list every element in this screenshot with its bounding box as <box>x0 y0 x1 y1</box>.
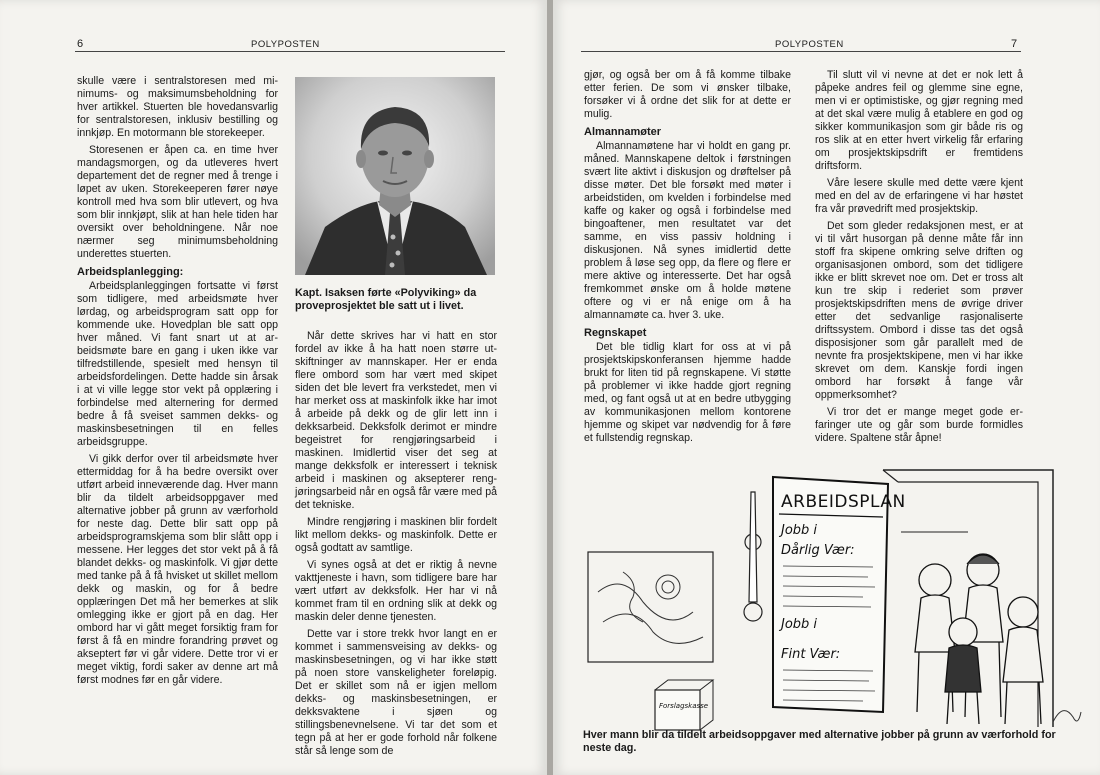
left-column-1 <box>77 75 278 687</box>
section-heading: Regnskapet <box>584 327 647 339</box>
artist-signature <box>1053 711 1081 722</box>
work-plan-cartoon <box>583 462 1083 732</box>
board-line: Fint Vær: <box>781 647 841 662</box>
paragraph: Vi gikk derfor over til arbeidsmøte hver ettermiddag for å ha bedre oversikt over utført arbeid inneværende dag. Hver mann blir da tildelt arbeidsoppgaver med alternative jobber på grunn av værforhold for neste dag. Dette blir satt opp på arbeidsprogramskjema som blir slått opp i messene. Her legges det stor vekt på å få blandet dekks- og maskinfolk. Vi gjør dette med tanke på å få hvisket ut skillet mellom dekk og maskin, og for å bedre opplæringen Det må her bemerkes at slik omlegging ikke er gjort på en dag. Her ombord har vi gått meget forsiktig fram for først å få en mindre forandring prøvet og akseptert før vi går videre. Dette tror vi er meget viktig, fordi saker av denne art må først modnes før en går videre. <box>77 453 278 686</box>
right-column-1 <box>584 69 791 445</box>
photo-caption: Kapt. Isaksen førte «Polyviking» da proveprosjektet ble satt ut i livet. <box>295 287 477 312</box>
section-heading: Almannamøter <box>584 126 662 138</box>
paragraph: Almannamøtene har vi holdt en gang pr. måned. Mannskapene deltok i førstningen svært lite aktivt i diskusjon og drøftelser på disse møter. Det ble forsøkt med møter i arbeidstiden, om kvelden i forbindelse med kaffe og kaker og også i forbindelse med bingoaftener, men resultatet var det samme, en viss passiv holdning i diskusjonen. Nå synes imidlertid dette problem å løse seg opp, da flere og flere er mere aktive og interesserte. Det har også fremkommet ønske om å holde møtene oftere og vi er nå enige om å ha almannamøte ca. hver 3. uke. <box>584 140 791 321</box>
section-heading: Arbeidsplanlegging: <box>77 266 184 278</box>
paragraph: Storesenen er åpen ca. en time hver mandagsmorgen, og da utleveres hvert departement det de regner med å trenge i løpet av uken. Storekeeperen fører nøye kontroll med hva som blir utlevert, og hva som blir innkjøpt, slik at han hele tiden har oversikt over beholdningene. Når noe nærmer seg minimumsbeholdning underettes stuerten. <box>77 144 278 260</box>
publication-header: POLYPOSTEN <box>251 39 320 50</box>
captain-portrait-photo <box>295 77 495 275</box>
suggestion-box-label: Forslagskasse <box>659 702 709 710</box>
header-rule <box>581 51 1021 52</box>
header-rule <box>75 51 505 52</box>
paragraph: Vi tror det er mange meget gode erfaringer ute og går som burde formidles videre. Spaltene står åpne! <box>815 406 1023 444</box>
board-line: Jobb i <box>781 617 818 632</box>
left-page <box>0 0 547 775</box>
right-page <box>553 0 1100 775</box>
paragraph: Mindre rengjøring i maskinen blir fordelt likt mellom dekks- og maskinfolk. Dette er også godtatt av samtlige. <box>295 516 497 554</box>
paragraph: gjør, og også ber om å få komme tilbake etter ferien. De som vi ønsker tilbake, forsøker vi å ordne det slik for at dette er mulig. <box>584 69 791 120</box>
page-number: 7 <box>1011 38 1018 50</box>
page-number: 6 <box>77 38 84 50</box>
paragraph: Våre lesere skulle med dette være kjent med en del av de erfaringene vi har høstet fra vår prøvedrift med prosjektskip. <box>815 177 1023 215</box>
paragraph: skulle være i sentralstoresen med minimums- og maksimumsbeholdning for hver artikkel. Stuerten ble hovedansvarlig for sentralstoresen, inklusiv bestilling og innkjøp. En motormann ble storekeeper. <box>77 75 278 139</box>
paragraph: Det ble tidlig klart for oss at vi på prosjektskipskonferansen hjemme hadde brukt for liten tid på regnskapene. Vi støtte på problemer vi ikke hadde gjort regning med, og fant også ut at en bedre utbygging av kommunikasjonen mellom kontorene hjemme og skipet var nødvendig for å føre et fullstendig regnskap. <box>584 341 791 444</box>
paragraph: Det som gleder redaksjonen mest, er at vi til vårt husorgan på denne måte får inn stoff fra skipene omkring selve driften og organisasjonen ombord, som det tidligere ikke er blitt skrevet noe om. Det er tross alt kun tre skip i rederiet som prøver prosjektskipsdriften mens de øvrige driver etter det sedvanlige rasjonaliserte driftssystem. Ombord i disse tas det også disposisjoner som går parallelt med de nevnte fra prosjektskipene, men vi har ikke skrevet om dem. Kanskje fordi ingen ombord har forsøkt å fange vår oppmerksomhet? <box>815 220 1023 401</box>
board-title: ARBEIDSPLAN <box>781 492 906 512</box>
left-column-2 <box>295 330 497 758</box>
paragraph: Dette var i store trekk hvor langt en er kommet i sammensveising av dekks- og maskinsbesetningen, og vi har ikke støtt på noen store vanskeligheter foreløpig. Det er skillet som nå er igjen mellom dekks- og maskinsbesetningen, er dekksvaktene i sjøen og stillingsbenevnelsene. Vi tar det som et tegn på at her er gode forhold når folkene står så lenge som de <box>295 628 497 757</box>
right-column-2 <box>815 69 1023 445</box>
paragraph: Til slutt vil vi nevne at det er nok lett å påpeke andres feil og glemme sine egne, men vi er optimistiske, og gjør regning med at det skal være mulig å etablere en god og sikker kommunikasjon som gir både ris og ros slik at en etter hvert virkelig får erfaring om prosjektskipsdrift er fremtidens driftsform. <box>815 69 1023 172</box>
board-line: Jobb i <box>781 523 818 538</box>
paragraph: Arbeidsplanleggingen fortsatte vi først som tidligere, med arbeidsmøte hver lørdag, og arbeidsprogram satt opp for kommende uke. Hovedplan ble satt opp hver måned. Vi fant snart ut at arbeidsmøte bare en gang i uken ikke var tilfredstillende, spesielt med hensyn til arbeidsfordelingen. Dette hadde sin årsak i at vi ville legge stor vekt på opplæring i forbindelse med alternering for dermed bedre å få sveiset sammen dekks- og maskinsbesetningen til en felles arbeidsgruppe. <box>77 280 278 448</box>
paragraph: Vi synes også at det er riktig å nevne vakttjeneste i havn, som tidligere bare har vært utført av dekksfolk. Her har vi nå kommet fram til en ordning slik at dekk og maskin deler denne tjenesten. <box>295 559 497 623</box>
paragraph: Når dette skrives har vi hatt en stor fordel av ikke å ha hatt noen større utskiftninger av mannskaper. Her er enda flere ombord som har vært med skipet siden det ble levert fra verkstedet, men vi har merket oss at maskinfolk ikke har imot å arbeide på dekk og de glir lett inn i dekksarbeid. Dekksfolk derimot er mindre begeistret for rengjøringsarbeid i maskinen. Imidlertid viser det seg at mange dekksfolk er interessert i teknisk arbeid i maskinen og aksepterer rengjøringsarbeid når en også får være med på det tekniske. <box>295 330 497 511</box>
publication-header: POLYPOSTEN <box>775 39 844 50</box>
cartoon-caption: Hver mann blir da tildelt arbeidsoppgaver med alternative jobber på grunn av værforhold for neste dag. <box>583 729 1056 754</box>
board-line: Dårlig Vær: <box>781 543 855 558</box>
